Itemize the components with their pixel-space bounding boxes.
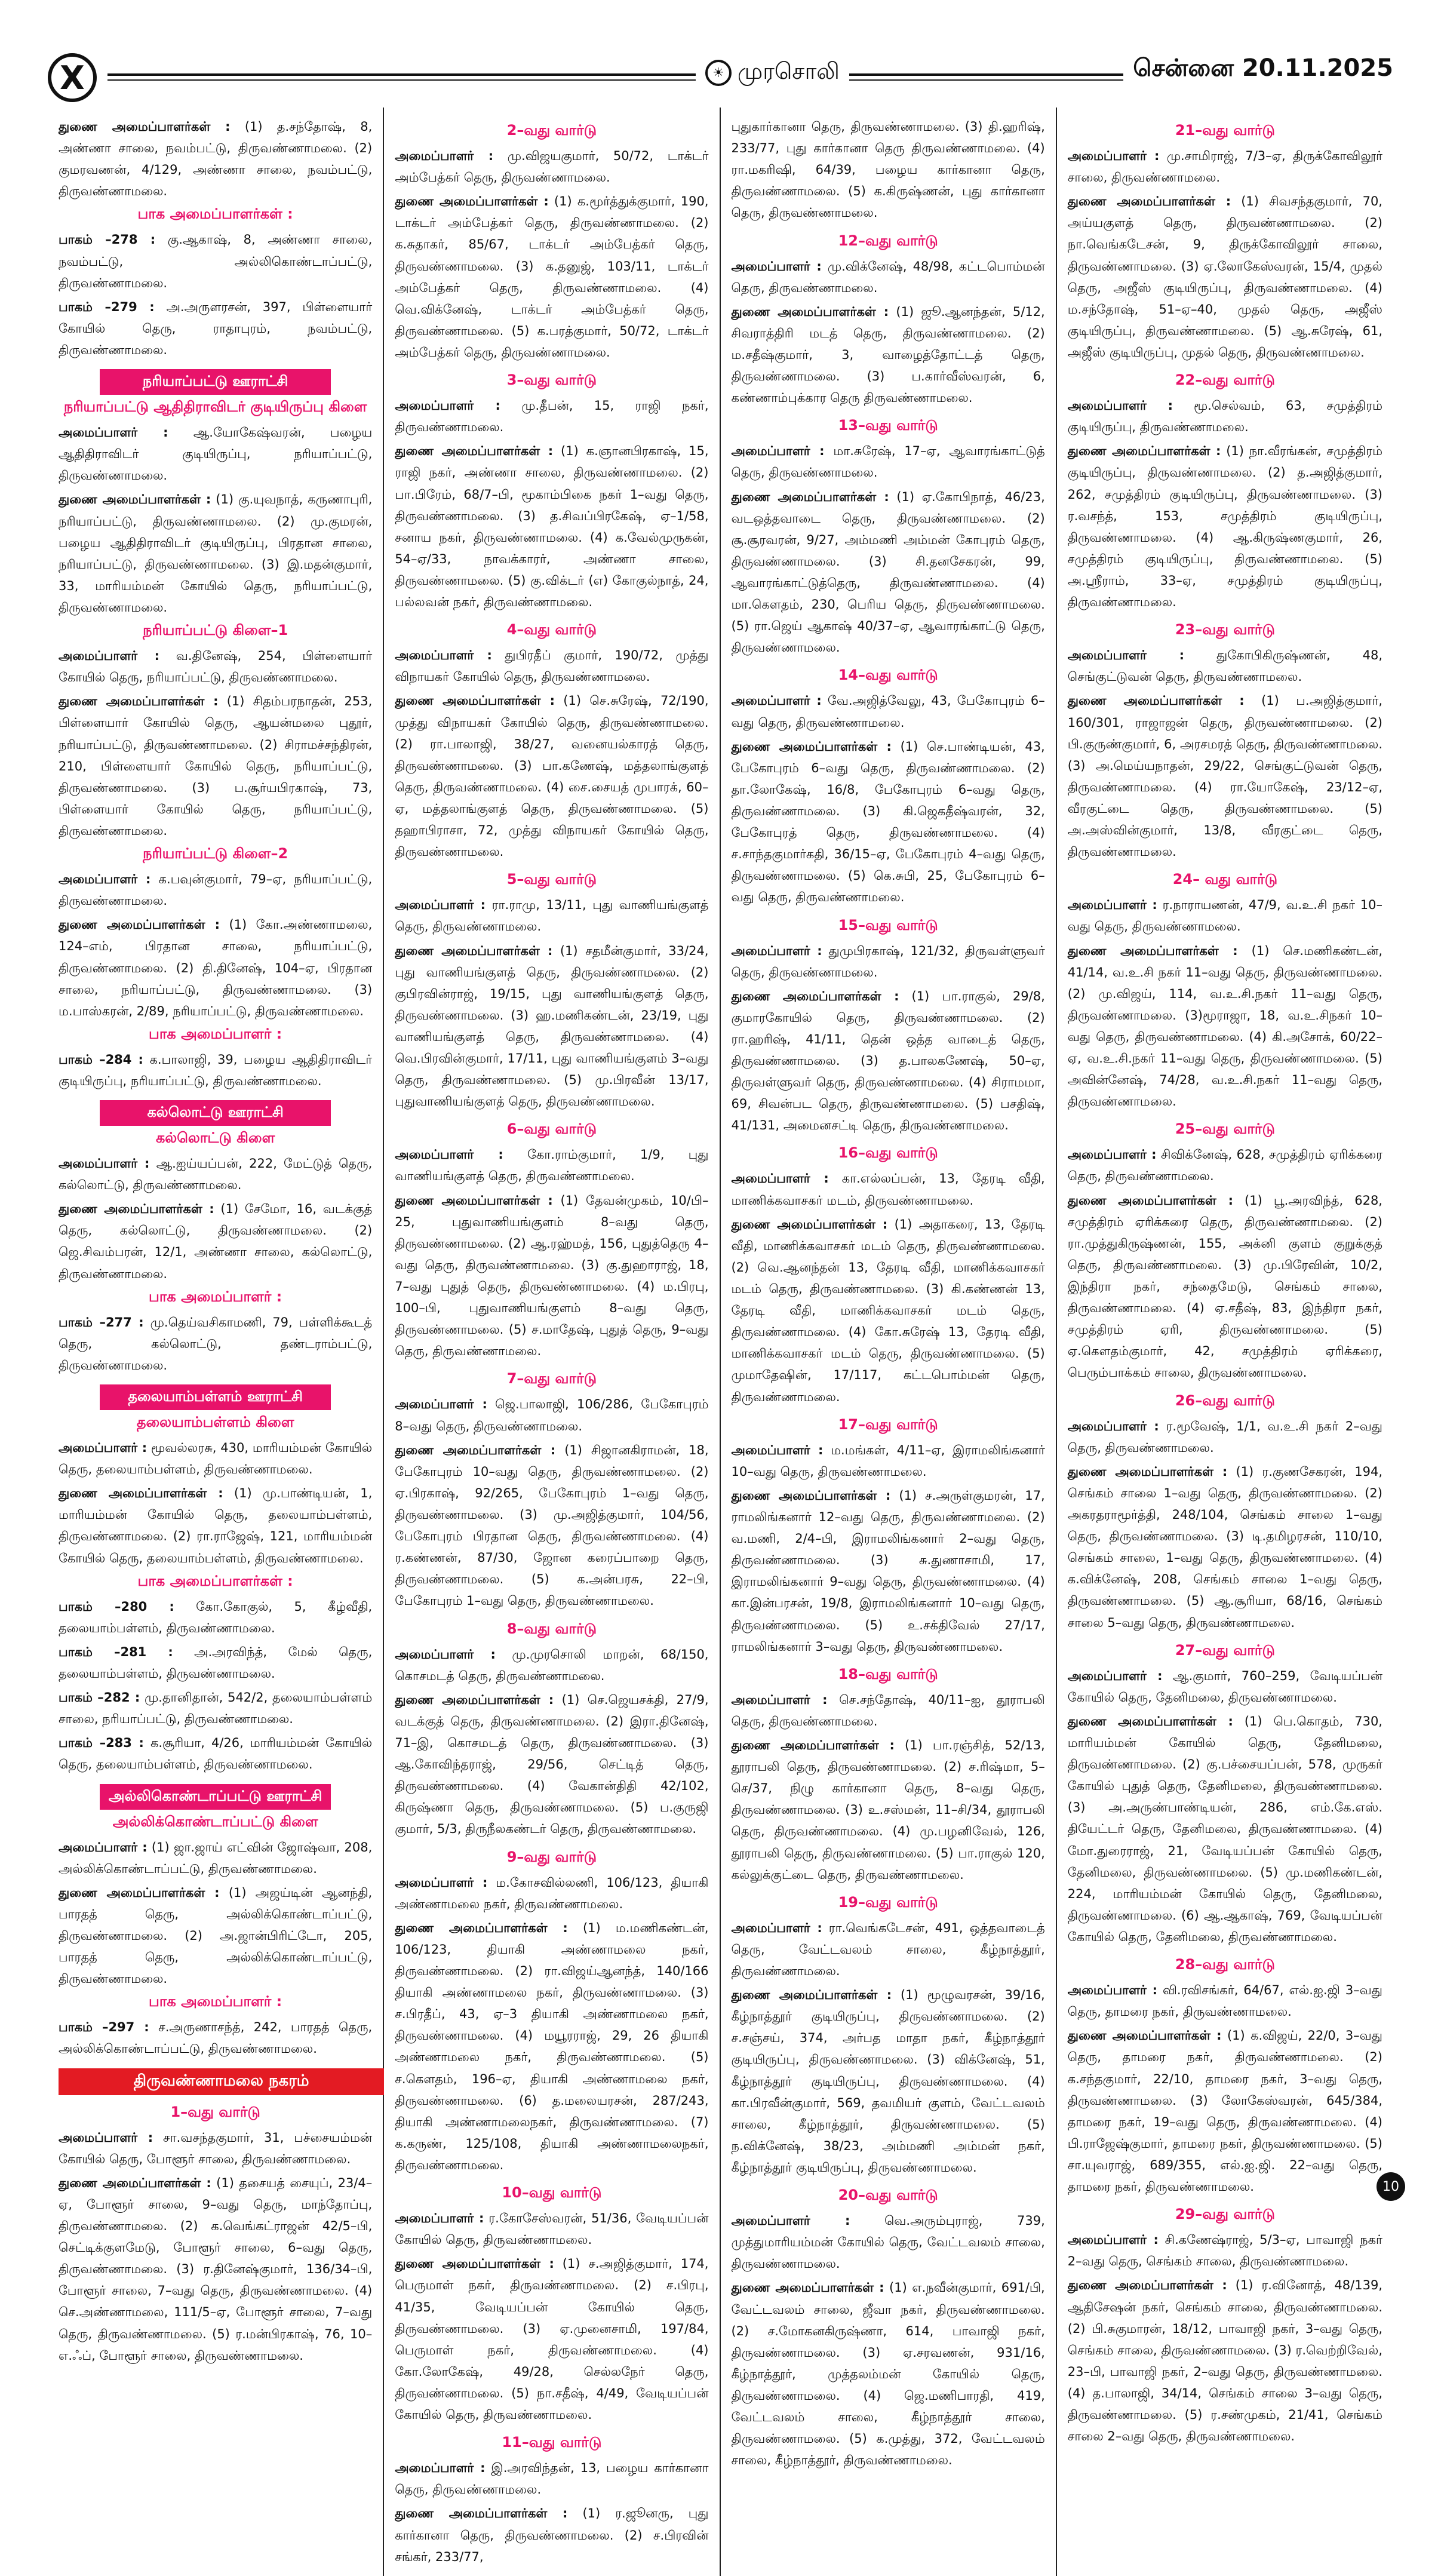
member-entry — [1068, 1461, 1382, 1634]
member-entry — [1068, 644, 1382, 687]
member-entry — [1068, 1979, 1382, 2022]
member-entry — [732, 440, 1045, 483]
entry-text: (1) ப.அஜித்குமார், 160/301, ராஜாஜன் தெரு, திருவண்ணாமலை. (2) பி.குருண்குமார், 6, அரசமரத் தெரு, திருவண்ணாமலை. (3) அ.மெய்யநாதன், 29/22, செங்குட்டுவன் தெரு, திருவண்ணாமலை. (4) ரா.யோகேஷ், 23/12–ஏ, வீரகுட்டை தெரு, திருவண்ணாமலை. (5) அ.அஸ்வின்குமார், 13/8, வீரகுட்டை தெரு, திருவண்ணாமலை. — [1067, 693, 1382, 859]
entry-text: மு.விக்னேஷ், 48/98, கட்டபொம்மன் தெரு, திருவண்ணாமலை. — [731, 259, 1045, 295]
entry-text: (1) செ.பாண்டியன், 43, பேகோபுரம் 6–வது தெரு, திருவண்ணாமலை. (2) தா.லோகேஷ், 16/8, பேகோபுரம் 6–வது தெரு, திருவண்ணாமலை. (3) கி.ஜெகதீஷ்வரன், 32, பேகோபுரத் தெரு, திருவண்ணாமலை. (4) ச.சாந்தகுமார்கதி, 36/15–ஏ, பேகோபுரம் 4–வது தெரு, திருவண்ணாமலை. (5) கெ.சுபி, 25, பேகோபுரம் 6–வது தெரு, திருவண்ணாமலை. — [731, 739, 1045, 905]
member-entry — [395, 1393, 708, 1436]
entry-label: துணை அமைப்பாளர்கள் : — [1067, 943, 1238, 958]
member-entry — [59, 2016, 372, 2059]
entry-text: (1) பூ.அரவிந்த், 628, சமுத்திரம் ஏரிக்கரை தெரு, திருவண்ணாமலை. (2) ரா.முத்துகிருஷ்ணன், 155, அக்னி குளம் குறுக்குத் தெரு, திருவண்ணாமலை. (3) மு.பிரேவின், 10/2, இந்திரா நகர், சந்தைமேடு, செங்கம் சாலை, திருவண்ணாமலை. (4) ஏ.சதீஷ், 83, இந்திரா நகர், சமுத்திரம் ஏரி, திருவண்ணாமலை. (5) ஏ.கௌதம்குமார், 42, சமுத்திரம் ஏரிக்கரை, பெரும்பாக்கம் சாலை, திருவண்ணாமலை. — [1067, 1193, 1382, 1380]
entry-text: (1) பா.ரஞ்சித், 52/13, தூராபலி தெரு, திருவண்ணாமலை. (2) ச.ரிஷ்மா, 5–செ/37, நிழு கார்கானா தெரு, 8–வது தெரு, திருவண்ணாமலை. (3) உ.சஸ்மன், 11–சி/34, தூராபலி தெரு, திருவண்ணாமலை. (4) மு.பழனிவேல், 126, தூராபலி தெரு, திருவண்ணாமலை. (5) பா.ராகுல் 120, கல்லுக்குட்டை தெரு, திருவண்ணாமலை. — [731, 1738, 1045, 1882]
ward-heading: 11–வது வார்டு — [502, 2434, 602, 2451]
section-subheading: பாக அமைப்பாளர் : — [149, 1288, 282, 1305]
member-entry — [59, 116, 372, 202]
entry-label: துணை அமைப்பாளர்கள் : — [731, 2280, 884, 2295]
entry-label: துணை அமைப்பாளர்கள் : — [59, 492, 211, 507]
panchayat-banner: அல்லிகொண்டாப்பட்டு ஊராட்சி — [100, 1784, 331, 1810]
entry-label: பாகம் –281 : — [59, 1644, 173, 1659]
ward-heading: 15–வது வார்டு — [838, 916, 938, 934]
entry-label: அமைப்பாளர் : — [1067, 149, 1160, 163]
entry-label: அமைப்பாளர் : — [59, 1441, 148, 1456]
column-4 — [1057, 108, 1393, 2576]
column-3 — [721, 108, 1057, 2576]
member-entry — [395, 940, 708, 1113]
member-entry — [59, 1153, 372, 1196]
entry-text: சிவிக்னேஷ், 628, சமுத்திரம் ஏரிக்கரை தெரு, திருவண்ணாமலை. — [1067, 1147, 1382, 1184]
section-subheading: பாக அமைப்பாளர்கள் : — [137, 205, 293, 223]
ward-heading: 6–வது வார்டு — [506, 1120, 597, 1138]
entry-label: அமைப்பாளர் : — [1067, 648, 1185, 663]
entry-label: அமைப்பாளர் : — [59, 649, 160, 664]
entry-label: துணை அமைப்பாளர்கள் : — [59, 2175, 211, 2190]
entry-label: துணை அமைப்பாளர்கள் : — [1067, 444, 1221, 459]
entry-label: துணை அமைப்பாளர்கள் : — [731, 304, 889, 319]
entry-label: அமைப்பாளர் : — [59, 1156, 150, 1171]
ward-heading: 22–வது வார்டு — [1175, 371, 1275, 389]
entry-label: துணை அமைப்பாளர்கள் : — [731, 739, 892, 754]
entry-text: (1) ர.வினோத், 48/139, ஆதிசேஷன் நகர், செங்கம் சாலை, திருவண்ணாமலை. (2) பி.சுகுமாரன், 18/12, பாவாஜி நகர், 3–வது தெரு, செங்கம் சாலை, திருவண்ணாமலை. (3) ர.வெற்றிவேல், 23–பி, பாவாஜி நகர், 2–வது தெரு, திருவண்ணாமலை. (4) த.பாலாஜி, 34/14, செங்கம் சாலை 3–வது தெரு, திருவண்ணாமலை. (5) ர.சண்முகம், 21/41, செங்கம் சாலை 2–வது தெரு, திருவண்ணாமலை. — [1067, 2278, 1382, 2444]
entry-text: வெ.அரும்புராஜ், 739, முத்துமாரியம்மன் கோயில் தெரு, வேட்டவலம் சாலை, திருவண்ணாமலை. — [731, 2213, 1045, 2271]
entry-label: துணை அமைப்பாளர்கள் : — [59, 1486, 223, 1501]
member-entry — [59, 489, 372, 618]
ward-heading: 19–வது வார்டு — [838, 1893, 938, 1911]
entry-text: வ.தினேஷ், 254, பிள்ளையார் கோயில் தெரு, நரியாப்பட்டு, திருவண்ணாமலை. — [59, 649, 373, 685]
entry-text: புதுகார்கானா தெரு, திருவண்ணாமலை. (3) தி.ஹரிஷ், 233/77, புது கார்கானா தெரு திருவண்ணாமலை. (4) ரா.மகரிஷி, 64/39, பழைய கார்கானா தெரு, திருவண்ணாமலை. (5) க.கிருஷ்ணன், புது கார்கானா தெரு, திருவண்ணாமலை. — [731, 119, 1045, 220]
entry-text: ஆ.குமார், 760–259, வேடியப்பன் கோயில் தெரு, தேனிமலை, திருவண்ணாமலை. — [1067, 1668, 1382, 1705]
entry-label: அமைப்பாளர் : — [1067, 898, 1157, 913]
entry-label: துணை அமைப்பாளர்கள் : — [1067, 1193, 1233, 1208]
member-entry — [59, 1837, 372, 1880]
entry-text: (1) அதாகரை, 13, தேரடி வீதி, மாணிக்கவாசகர் மடம் தெரு, திருவண்ணாமலை. (2) வெ.ஆனந்தன் 13, தேரடி வீதி, மாணிக்கவாசகர் மடம் தெரு, திருவண்ணாமலை. (3) கி.கண்ணன் 13, தேரடி வீதி, மாணிக்கவாசகர் மடம் தெரு, திருவண்ணாமலை. (4) கோ.சுரேஷ் 13, தேரடி வீதி, மாணிக்கவாசகர் மடம் தெரு, திருவண்ணாமலை. (5) முமாதேஷின், 17/117, கட்டபொம்மன் தெரு, திருவண்ணாமலை. — [731, 1217, 1045, 1404]
entry-label: அமைப்பாளர் : — [1067, 398, 1173, 413]
entry-text: மு.சாமிராஜ், 7/3–ஏ, திருக்கோவிலூர் சாலை, திருவண்ணாமலை. — [1067, 149, 1382, 185]
ward-heading: 23–வது வார்டு — [1175, 621, 1275, 638]
ward-heading: 17–வது வார்டு — [838, 1416, 938, 1433]
page-number: 10 — [1377, 2172, 1405, 2201]
entry-text: (1) கு.யுவநாத், கருணாபுரி, நரியாப்பட்டு, திருவண்ணாமலை. (2) மு.குமரன், பழைய ஆதிதிராவிடர் குடியிருப்பு, பிரதான சாலை, நரியாப்பட்டு, திருவண்ணாமலை. (3) இ.மதன்குமார், 33, மாரியம்மன் கோயில் தெரு, நரியாப்பட்டு, திருவண்ணாமலை. — [59, 492, 373, 615]
entry-label: துணை அமைப்பாளர்கள் : — [731, 1988, 892, 2003]
entry-text: (1) செ.சுரேஷ், 72/190, முத்து விநாயகர் கோயில் தெரு, திருவண்ணாமலை. (2) ரா.பாலாஜி, 38/27, வனையல்காரத் தெரு, திருவண்ணாமலை. (3) பா.கணேஷ், மத்தலாங்குளத் தெரு, திருவண்ணாமலை. (4) சை.சையத் முபாரக், 60–ஏ, மத்தலாங்குளத் தெரு, திருவண்ணாமலை. (5) தஹாபிராசா, 72, முத்து விநாயகர் கோயில் தெரு, திருவண்ணாமலை. — [395, 693, 709, 859]
section-subheading: பாக அமைப்பாளர்கள் : — [137, 1572, 293, 1589]
member-entry — [395, 1689, 708, 1840]
entry-text: ரா.ராமு, 13/11, புது வாணியங்குளத் தெரு, திருவண்ணாமலை. — [395, 898, 709, 934]
entry-label: அமைப்பாளர் : — [731, 943, 822, 958]
entry-text: (1) ஜா.ஜாய் எட்வின் ஜோஷ்வா, 208, அல்லிக்கொண்டாப்பட்டு, திருவண்ணாமலை. — [59, 1840, 373, 1876]
entry-text: கு.ஆகாஷ், 8, அண்ணா சாலை, நவம்பட்டு, அல்லிகொண்டாப்பட்டு, திருவண்ணாமலை. — [59, 232, 373, 290]
member-entry — [1068, 191, 1382, 363]
entry-label: துணை அமைப்பாளர்கள் : — [395, 1193, 553, 1208]
entry-label: துணை அமைப்பாளர்கள் : — [395, 194, 549, 209]
member-entry — [732, 736, 1045, 908]
entry-text: ர.நாராயணன், 47/9, வ.உ.சி நகர் 10–வது தெரு, திருவண்ணாமலை. — [1067, 898, 1383, 934]
entry-text: (1) சதமீன்குமார், 33/24, புது வாணியங்குளத் தெரு, திருவண்ணாமலை. (2) குபிரவின்ராஜ், 19/15, புது வாணியங்குளத் தெரு, திருவண்ணாமலை. (3) ஹ.மணிகண்டன், 23/19, புது வாணியங்குளத் தெரு, திருவண்ணாமலை. (4) வெ.பிரவின்குமார், 17/11, புது வாணியங்குளம் 3–வது தெரு, திருவண்ணாமலை. (5) மு.பிரவீன் 13/17, புதுவாணியங்குளத் தெரு, திருவண்ணாமலை. — [395, 943, 709, 1109]
entry-label: துணை அமைப்பாளர்கள் : — [395, 1920, 568, 1935]
entry-text: துகோபிகிருஷ்ணன், 48, செங்குட்டுவன் தெரு, திருவண்ணாமலை. — [1067, 648, 1382, 684]
entry-text: மா.சுரேஷ், 17–ஏ, ஆவாரங்காட்டுத் தெரு, திருவண்ணாமலை. — [731, 444, 1045, 480]
member-entry — [395, 145, 708, 188]
member-entry — [59, 296, 372, 361]
entry-text: (1) நா.வீரங்கன், சமுத்திரம் குடியிருப்பு, திருவண்ணாமலை. (2) த.அஜித்குமார், 262, சமுத்திரம் குடியிருப்பு, திருவண்ணாமலை. (3) ர.வசந்த், 153, சமுத்திரம் குடியிருப்பு, திருவண்ணாமலை. (4) ஆ.கிருஷ்ணகுமார், 26, சமுத்திரம் குடியிருப்பு, திருவண்ணாமலை. (5) அ.ஸ்ரீராம், 33–ஏ, சமுத்திரம் குடியிருப்பு, திருவண்ணாமலை. — [1067, 444, 1382, 610]
entry-label: துணை அமைப்பாளர்கள் : — [1067, 2028, 1222, 2043]
member-entry — [59, 2127, 372, 2170]
entry-text: இ.அரவிந்தன், 13, பழைய கார்கானா தெரு, திருவண்ணாமலை. — [395, 2461, 709, 2497]
entry-label: பாகம் –280 : — [59, 1599, 174, 1614]
member-entry — [59, 1482, 372, 1568]
entry-text: (1) ம.மணிகண்டன், 106/123, தியாகி அண்ணாமலை நகர், திருவண்ணாமலை. (2) ரா.விஜய்ஆனந்த், 140/166 தியாகி அண்ணாமலை நகர், திருவண்ணாமலை. (3) ச.பிரதீப், 43, ஏ–3 தியாகி அண்ணாமலை நகர், திருவண்ணாமலை. (4) மயூரராஜ், 29, 26 தியாகி அண்ணாமலை நகர், திருவண்ணாமலை. (5) ச.கௌதம், 196–ஏ, தியாகி அண்ணாமலை நகர், திருவண்ணாமலை. (6) த.மலையரசன், 287/243, தியாகி அண்ணாமலைநகர், திருவண்ணாமலை. (7) க.கருண், 125/108, தியாகி அண்ணாமலைநகர், திருவண்ணாமலை. — [395, 1920, 709, 2172]
member-entry — [59, 1882, 372, 1990]
entry-label: பாகம் –278 : — [59, 232, 156, 247]
entry-label: பாகம் –282 : — [59, 1690, 140, 1705]
column-2 — [384, 108, 720, 2576]
entry-text: (1) மு.பாண்டியன், 1, மாரியம்மன் கோயில் தெரு, தலையாம்பள்ளம், திருவண்ணாமலை. (2) ரா.ராஜேஷ், 121, மாரியம்மன் கோயில் தெரு, தலையாம்பள்ளம், திருவண்ணாமலை. — [59, 1486, 373, 1565]
entry-text: (1) தேவன்முகம், 10/பி–25, புதுவாணியங்குளம் 8–வது தெரு, திருவண்ணாமலை. (2) ஆ.ரஹ்மத், 156, புதுத்தெரு 4–வது தெரு, திருவண்ணாமலை. (3) கு.துஹாராஜ், 18, 7–வது புதுத் தெரு, திருவண்ணாமலை. (4) ம.பிரபு, 100–பி, புதுவாணியங்குளம் 8–வது தெரு, திருவண்ணாமலை. (5) ச.மாதேஷ், புதுத் தெரு, 9–வது தெரு, திருவண்ணாமலை. — [395, 1193, 709, 1359]
entry-label: துணை அமைப்பாளர்கள் : — [59, 917, 220, 932]
entry-text: ர.மூவேஷ், 1/1, வ.உ.சி நகர் 2–வது தெரு, திருவண்ணாமலை. — [1067, 1419, 1382, 1455]
entry-label: துணை அமைப்பாளர்கள் : — [59, 1202, 214, 1217]
entry-text: (1) கோ.அண்ணாமலை, 124–எம், பிரதான சாலை, நரியாப்பட்டு, திருவண்ணாமலை. (2) தி.தினேஷ், 104–ஏ, பிரதான சாலை, நரியாப்பட்டு, திருவண்ணாமலை. (3) ம.பாஸ்கரன், 2/89, நரியாப்பட்டு, திருவண்ணாமலை. — [59, 917, 373, 1018]
entry-text: சி.கணேஷ்ராஜ், 5/3–ஏ, பாவாஜி நகர் 2–வது தெரு, செங்கம் சாலை, திருவண்ணாமலை. — [1067, 2233, 1383, 2269]
member-entry — [732, 116, 1045, 224]
member-entry — [59, 645, 372, 688]
member-entry — [1068, 1665, 1382, 1708]
entry-label: அமைப்பாளர் : — [1067, 2233, 1159, 2248]
member-entry — [395, 1644, 708, 1687]
entry-text: மு.விஜயகுமார், 50/72, டாக்டர் அம்பேத்கர் தெரு, திருவண்ணாமலை. — [395, 149, 709, 185]
entry-label: துணை அமைப்பாளர்கள் : — [395, 693, 555, 708]
entry-text: (1) சேமோ, 16, வடக்குத் தெரு, கல்லொட்டு, திருவண்ணாமலை. (2) ஜெ.சிவம்பரன், 12/1, அண்ணா சாலை, கல்லொட்டு, திருவண்ணாமலை. — [59, 1202, 373, 1281]
entry-text: கோ.ராம்குமார், 1/9, புது வாணியங்குளத் தெரு, திருவண்ணாமலை. — [395, 1147, 709, 1184]
sun-emblem-icon: ☀ — [705, 60, 732, 86]
ward-heading: 21–வது வார்டு — [1175, 122, 1275, 139]
entry-label: அமைப்பாளர் : — [395, 2211, 484, 2226]
entry-text: (1) ச.அருள்குமரன், 17, ராமலிங்கனார் 12–வது தெரு, திருவண்ணாமலை. (2) வ.மணி, 2/4–பி, இராமலிங்கனார் 2–வது தெரு, திருவண்ணாமலை. (3) சு.துணாசாமி, 17, இராமலிங்கனார் 9–வது தெரு, திருவண்ணாமலை. (4) கா.இன்பரசன், 19/8, இராமலிங்கனார் 10–வது தெரு, திருவண்ணாமலை. (5) உ.சக்திவேல் 27/17, ராமலிங்கனார் 3–வது தெரு, திருவண்ணாமலை. — [731, 1488, 1045, 1654]
member-entry — [395, 1917, 708, 2176]
entry-text: சா.வசந்தகுமார், 31, பச்சையம்மன் கோயில் தெரு, போளூர் சாலை, திருவண்ணாமலை. — [59, 2130, 373, 2166]
entry-text: மூவல்லரசு, 430, மாரியம்மன் கோயில் தெரு, தலையாம்பள்ளம், திருவண்ணாமலை. — [59, 1441, 373, 1477]
entry-label: அமைப்பாளர் : — [731, 1920, 822, 1935]
entry-text: மு.தெய்வசிகாமணி, 79, பள்ளிக்கூடத் தெரு, கல்லொட்டு, தண்டராம்பட்டு, திருவண்ணாமலை. — [59, 1315, 373, 1373]
entry-text: (1) செ.மணிகண்டன், 41/14, வ.உ.சி நகர் 11–வது தெரு, திருவண்ணாமலை. (2) மு.விஜய், 114, வ.உ.சி.நகர் 11–வது தெரு, திருவண்ணாமலை. (3)மூராஜா, 18, வ.உ.சிநகர் 10–வது தெரு, திருவண்ணாமலை. (4) கி.அசோக், 60/22–ஏ, வ.உ.சி.நகர் 11–வது தெரு, திருவண்ணாமலை. (5) அவின்னேஷ், 74/28, வ.உ.சி.நகர் 11–வது தெரு, திருவண்ணாமலை. — [1067, 943, 1382, 1109]
entry-text: துமுபிரகாஷ், 121/32, திருவள்ளுவர் தெரு, திருவண்ணாமலை. — [731, 943, 1045, 980]
entry-label: அமைப்பாளர் : — [395, 898, 486, 913]
ward-heading: 12–வது வார்டு — [838, 232, 938, 249]
entry-text: மு.முரசொலி மாறன், 68/150, கொசமடத் தெரு, திருவண்ணாமலை. — [395, 1647, 709, 1683]
entry-text: துபிரதீப் குமார், 190/72, முத்து விநாயகர் கோயில் தெரு, திருவண்ணாமலை. — [395, 648, 709, 684]
entry-label: அமைப்பாளர் : — [59, 425, 168, 440]
entry-label: துணை அமைப்பாளர்கள் : — [731, 1488, 891, 1503]
ward-heading: 3–வது வார்டு — [506, 371, 597, 389]
member-entry — [395, 2253, 708, 2425]
member-entry — [1068, 440, 1382, 613]
member-entry — [395, 191, 708, 363]
panchayat-banner: திருவண்ணாமலை நகரம் — [59, 2068, 384, 2095]
ward-heading: 13–வது வார்டு — [838, 417, 938, 434]
entry-text: (1) அஜய்டின் ஆனந்தி, பாரதத் தெரு, அல்லிக்கொண்டாப்பட்டு, திருவண்ணாமலை. (2) அ.ஜான்பிரிட்டோ, 205, பாரதத் தெரு, அல்லிக்கொண்டாப்பட்டு, திருவண்ணாமலை. — [59, 1885, 373, 1987]
member-entry — [59, 1641, 372, 1684]
member-entry — [395, 395, 708, 438]
ward-heading: 14–வது வார்டு — [838, 667, 938, 684]
entry-text: அ.அரவிந்த், மேல் தெரு, தலையாம்பள்ளம், திருவண்ணாமலை. — [59, 1644, 373, 1681]
entry-text: (1) த.சந்தோஷ், 8, அண்ணா சாலை, நவம்பட்டு, திருவண்ணாமலை. (2) குமரவணன், 4/129, அண்ணா சாலை, நவம்பட்டு, திருவண்ணாமலை. — [59, 119, 373, 199]
entry-text: மு.தானிதான், 542/2, தலையாம்பள்ளம் சாலை, நரியாப்பட்டு, திருவண்ணாமலை. — [59, 1690, 373, 1727]
member-entry — [59, 1687, 372, 1730]
ward-heading: 27–வது வார்டு — [1175, 1641, 1275, 1659]
member-entry — [732, 301, 1045, 409]
panchayat-banner: தலையாம்பள்ளம் ஊராட்சி — [100, 1384, 331, 1410]
member-entry — [59, 2172, 372, 2366]
entry-text: (1) க.ஞானபிரகாஷ், 15, ராஜி நகர், அண்ணா சாலை, திருவண்ணாமலை. (2) பா.பிரேம், 68/7–பி, மூகாம்பிகை நகர் 1–வது தெரு, திருவண்ணாமலை. (3) த.சிவப்பிரகேஷ், ஏ–1/58, சனாய நகர், திருவண்ணாமலை. (4) க.வேல்முருகன், 54–ஏ/33, நாவக்காரர், அண்ணா சாலை, திருவண்ணாமலை. (5) கு.விக்டர் (எ) கோகுல்நாத், 24, பல்லவன் நகர், திருவண்ணாமலை. — [395, 444, 709, 610]
entry-label: துணை அமைப்பாளர்கள் : — [395, 444, 554, 459]
entry-label: துணை அமைப்பாளர்கள் : — [731, 489, 889, 504]
entry-label: துணை அமைப்பாளர்கள் : — [59, 1885, 220, 1900]
member-entry — [59, 422, 372, 486]
paper-brand — [696, 58, 849, 88]
entry-label: துணை அமைப்பாளர்கள் : — [1067, 2278, 1227, 2293]
ward-heading: 18–வது வார்டு — [838, 1665, 938, 1682]
entry-text: (1) பா.ராகுல், 29/8, குமாரகோயில் தெரு, திருவண்ணாமலை. (2) ரா.ஹரிஷ், 41/11, தென் ஒத்த வாடைத் தெரு, திருவண்ணாமலை. (3) த.பாலகணேஷ், 50–ஏ, திருவள்ளுவர் தெரு, திருவண்ணாமலை. (4) சிராமமா, 69, சிவன்பட தெரு, திருவண்ணாமலை. (5) பசதிஷ், 41/131, அமைனசட்டி தெரு, திருவண்ணாமலை. — [731, 988, 1045, 1133]
member-entry — [59, 1198, 372, 1284]
member-entry — [395, 644, 708, 687]
member-entry — [732, 256, 1045, 299]
entry-text: மு.தீபன், 15, ராஜி நகர், திருவண்ணாமலை. — [395, 398, 709, 435]
section-subheading: நரியாப்பட்டு ஆதிதிராவிடர் குடியிருப்பு கிளை — [63, 398, 367, 416]
member-entry — [395, 2503, 708, 2567]
entry-label: அமைப்பாளர் : — [395, 648, 492, 663]
entry-label: துணை அமைப்பாளர்கள் : — [731, 1217, 888, 1232]
entry-label: அமைப்பாளர் : — [731, 259, 822, 274]
entry-label: அமைப்பாளர் : — [731, 1692, 828, 1707]
entry-label: பாகம் –279 : — [59, 299, 155, 314]
entry-text: மூ.செல்வம், 63, சமுத்திரம் குடியிருப்பு, திருவண்ணாமலை. — [1067, 398, 1382, 435]
member-entry — [732, 2277, 1045, 2471]
entry-label: துணை அமைப்பாளர்கள் : — [731, 1738, 895, 1752]
ward-heading: 9–வது வார்டு — [506, 1848, 597, 1865]
entry-label: அமைப்பாளர் : — [395, 2461, 486, 2476]
x-logo-icon: X — [48, 53, 97, 102]
member-entry — [59, 690, 372, 842]
entry-label: துணை அமைப்பாளர்கள் : — [1067, 194, 1231, 209]
entry-text: ஜெ.பாலாஜி, 106/286, பேகோபுரம் 8–வது தெரு, திருவண்ணாமலை. — [395, 1397, 709, 1433]
entry-label: துணை அமைப்பாளர்கள் : — [59, 694, 219, 709]
entry-label: அமைப்பாளர் : — [395, 1647, 496, 1662]
member-entry — [732, 985, 1045, 1137]
ward-heading: 26–வது வார்டு — [1175, 1392, 1275, 1409]
entry-text: (1) எ.நவீன்குமார், 691/பி, வேட்டவலம் சாலை, ஜீவா நகர், திருவண்ணாமலை. (2) ச.மோகனகிருஷ்ணா, 614, பாவாஜி நகர், திருவண்ணாமலை. (3) ஏ.சரவணன், 931/16, கீழ்நாத்தூர், முத்தலம்மன் கோயில் தெரு, திருவண்ணாமலை. (4) ஜெ.மணிபாரதி, 419, வேட்டவலம் சாலை, கீழ்நாத்தூர் சாலை, திருவண்ணாமலை. (5) க.முத்து, 372, வேட்டவலம் சாலை, கீழ்நாத்தூர், திருவண்ணாமலை. — [731, 2280, 1045, 2468]
entry-text: வி.ரவிசங்கர், 64/67, எல்.ஐ.ஜி 3–வது தெரு, தாமரை நகர், திருவண்ணாமலை. — [1067, 1983, 1382, 2019]
entry-text: செ.சந்தோஷ், 40/11–ஐ, தூராபலி தெரு, திருவண்ணாமலை. — [731, 1692, 1045, 1728]
member-entry — [59, 229, 372, 293]
member-entry — [59, 1732, 372, 1775]
entry-text: வே.அஜித்வேலு, 43, பேகோபுரம் 6–வது தெரு, திருவண்ணாமலை. — [731, 693, 1045, 730]
entry-text: க.பாலாஜி, 39, பழைய ஆதிதிராவிடர் குடியிருப்பு, நரியாப்பட்டு, திருவண்ணாமலை. — [59, 1052, 373, 1088]
entry-text: ம.மங்கள், 4/11–ஏ, இராமலிங்கனார் 10–வது தெரு, திருவண்ணாமலை. — [731, 1442, 1045, 1479]
entry-label: துணை அமைப்பாளர்கள் : — [395, 943, 553, 958]
date-line: சென்னை 20.11.2025 — [1123, 54, 1393, 85]
member-entry — [395, 690, 708, 862]
entry-label: துணை அமைப்பாளர்கள் : — [1067, 1464, 1228, 1479]
entry-label: துணை அமைப்பாளர்கள் : — [395, 2506, 568, 2521]
entry-label: அமைப்பாளர் : — [1067, 1983, 1157, 1998]
member-entry — [1068, 1144, 1382, 1187]
entry-text: (1) ர.ஜூனரு, புது கார்கானா தெரு, திருவண்ணாமலை. (2) ச.பிரவின் சங்கர், 233/77, — [395, 2506, 709, 2564]
entry-label: அமைப்பாளர் : — [395, 149, 494, 163]
member-entry — [395, 440, 708, 613]
member-entry — [1068, 690, 1382, 862]
entry-text: ச.அருணாசந்த், 242, பாரதத் தெரு, அல்லிக்கொண்டாப்பட்டு, திருவண்ணாமலை. — [59, 2020, 373, 2056]
member-entry — [732, 1984, 1045, 2178]
member-entry — [1068, 145, 1382, 188]
entry-label: அமைப்பாளர் : — [731, 1442, 824, 1457]
member-entry — [732, 1439, 1045, 1482]
entry-label: அமைப்பாளர் : — [395, 1875, 488, 1890]
entry-label: அமைப்பாளர் : — [731, 444, 825, 459]
entry-text: க.பவுன்குமார், 79–ஏ, நரியாப்பட்டு, திருவண்ணாமலை. — [59, 872, 373, 908]
member-entry — [1068, 1416, 1382, 1459]
member-entry — [732, 1734, 1045, 1886]
member-entry — [59, 914, 372, 1022]
entry-text: (1) ர.குணசேகரன், 194, செங்கம் சாலை 1–வது தெரு, திருவண்ணாமலை. (2) அகரதராமூர்த்தி, 248/104, செங்கம் சாலை 1–வது தெரு, திருவண்ணாமலை. (3) டி.தமிழரசன், 110/10, செங்கம் சாலை, 1–வது தெரு, திருவண்ணாமலை. (4) க.விக்னேஷ், 208, செங்கம் சாலை 1–வது தெரு, திருவண்ணாமலை. (5) ஆ.சூரியா, 68/16, செங்கம் சாலை 5–வது தெரு, திருவண்ணாமலை. — [1067, 1464, 1382, 1630]
entry-label: துணை அமைப்பாளர்கள் : — [395, 1442, 556, 1457]
entry-text: கா.எல்லப்பன், 13, தேரடி வீதி, மாணிக்கவாசகர் மடம், திருவண்ணாமலை. — [731, 1171, 1045, 1208]
member-entry — [732, 1214, 1045, 1408]
entry-text: ர.கோசேஸ்வரன், 51/36, வேடியப்பன் கோயில் தெரு, திருவண்ணாமலை. — [395, 2211, 709, 2248]
entry-label: அமைப்பாளர் : — [395, 1147, 503, 1162]
entry-text: அ.அருளரசன், 397, பிள்ளையார் கோயில் தெரு, ராதாபுரம், நவம்பட்டு, திருவண்ணாமலை. — [59, 299, 373, 357]
section-subheading: பாக அமைப்பாளர் : — [149, 1025, 282, 1042]
member-entry — [732, 690, 1045, 733]
member-entry — [1068, 395, 1382, 438]
member-entry — [59, 1312, 372, 1376]
member-entry — [1068, 2025, 1382, 2197]
entry-text: (1) பெ.கொதம், 730, மாரியம்மன் கோயில் தெரு, தேனிமலை, திருவண்ணாமலை. (2) கு.பச்சையப்பன், 578, முருகர் கோயில் புதுத் தெரு, தேனிமலை, திருவண்ணாமலை. (3) அ.அருண்பாண்டியன், 286, எம்.கே.எஸ். தியேட்டர் தெரு, தேனிமலை, திருவண்ணாமலை. (4) மோ.துரைராஜ், 21, வேடியப்பன் கோயில் தெரு, தேனிமலை, திருவண்ணாமலை. (5) மு.மணிகண்டன், 224, மாரியம்மன் கோயில் தெரு, தேனிமலை, திருவண்ணாமலை. (6) ஆ.ஆகாஷ், 769, வேடியப்பன் கோயில் தெரு, தேனிமலை, திருவண்ணாமலை. — [1067, 1714, 1382, 1944]
entry-label: துணை அமைப்பாளர்கள் : — [395, 2256, 554, 2271]
member-entry — [395, 1144, 708, 1187]
entry-text: (1) சிவசந்தகுமார், 70, அய்யகுளத் தெரு, திருவண்ணாமலை. (2) நா.வெங்கடேசன், 9, திருக்கோவிலூர் சாலை, திருவண்ணாமலை. (3) ஏ.லோகேஸ்வரன், 15/4, முதல் தெரு, அஜீஸ் குடியிருப்பு, திருவண்ணாமலை. (4) ம.சந்தோஷ், 51–ஏ–40, முதல் தெரு, அஜீஸ் குடியிருப்பு, திருவண்ணாமலை. (5) ஆ.சுரேஷ், 61, அஜீஸ் குடியிருப்பு, முதல் தெரு, திருவண்ணாமலை. — [1067, 194, 1382, 360]
entry-label: பாகம் –283 : — [59, 1736, 144, 1751]
entry-text: ரா.வெங்கடேசன், 491, ஒத்தவாடைத் தெரு, வேட்டவலம் சாலை, கீழ்நாத்தூர், திருவண்ணாமலை. — [731, 1920, 1045, 1978]
entry-label: அமைப்பாளர் : — [1067, 1419, 1159, 1433]
entry-text: க.சூரியா, 4/26, மாரியம்மன் கோயில் தெரு, தலையாம்பள்ளம், திருவண்ணாமலை. — [59, 1736, 373, 1772]
entry-label: அமைப்பாளர் : — [731, 1171, 829, 1186]
paper-name: முரசொலி — [738, 58, 840, 84]
member-entry — [1068, 940, 1382, 1113]
member-entry — [59, 1437, 372, 1480]
member-entry — [395, 1190, 708, 1362]
member-entry — [395, 2457, 708, 2500]
column-1 — [48, 108, 384, 2576]
ward-heading: 16–வது வார்டு — [838, 1144, 938, 1162]
member-entry — [1068, 1711, 1382, 1948]
entry-text: ஆ.யோகேஷ்வரன், பழைய ஆதிதிராவிடர் குடியிருப்பு, நரியாப்பட்டு, திருவண்ணாமலை. — [59, 425, 373, 483]
masthead — [48, 51, 1393, 108]
entry-text: (1) ச.அஜித்குமார், 174, பெருமாள் நகர், திருவண்ணாமலை. (2) ச.பிரபு, 41/35, வேடியப்பன் கோயில் தெரு, திருவண்ணாமலை. (3) ஏ.முனைசாமி, 197/84, பெருமாள் நகர், திருவண்ணாமலை. (4) கோ.லோகேஷ், 49/28, செல்லநேர் தெரு, திருவண்ணாமலை. (5) நா.சதீஷ், 4/49, வேடியப்பன் கோயில் தெரு, திருவண்ணாமலை. — [395, 2256, 709, 2423]
entry-label: அமைப்பாளர் : — [59, 1840, 148, 1855]
member-entry — [395, 1872, 708, 1915]
section-subheading: நரியாப்பட்டு கிளை–1 — [143, 622, 288, 639]
ward-heading: 20–வது வார்டு — [838, 2187, 938, 2204]
entry-text: (1) க.மூர்த்துக்குமார், 190, டாக்டர் அம்பேத்கர் தெரு, திருவண்ணாமலை. (2) க.சுதாகர், 85/67, டாக்டர் அம்பேத்கர் தெரு, திருவண்ணாமலை. (3) க.தனுஜ், 103/11, டாக்டர் அம்பேத்கர் தெரு, திருவண்ணாமலை. (4) வெ.விக்னேஷ், டாக்டர் அம்பேத்கர் தெரு, திருவண்ணாமலை. (5) க.பரத்குமார், 50/72, டாக்டர் அம்பேத்கர் தெரு, திருவண்ணாமலை. — [395, 194, 709, 360]
entry-label: அமைப்பாளர் : — [395, 398, 500, 413]
entry-text: (1) ஜூ.ஆனந்தன், 5/12, சிவராத்திரி மடத் தெரு, திருவண்ணாமலை. (2) ம.சதீஷ்குமார், 3, வாழைத்தோட்டத் தெரு, திருவண்ணாமலை. (3) ப.கார்வீஸ்வரன், 6, கண்ணாம்புக்கார தெரு திருவண்ணாமலை. — [731, 304, 1045, 406]
ward-heading: 28–வது வார்டு — [1175, 1956, 1275, 1973]
entry-text: ம.கோசவில்லணி, 106/123, தியாகி அண்ணாமலை நகர், திருவண்ணாமலை. — [395, 1875, 709, 1911]
entry-text: ஆ.ஐய்யப்பன், 222, மேட்டுத் தெரு, கல்லொட்டு, திருவண்ணாமலை. — [59, 1156, 373, 1193]
entry-label: துணை அமைப்பாளர்கள் : — [395, 1692, 554, 1707]
entry-text: (1) க.விஜய், 22/0, 3–வது தெரு, தாமரை நகர், திருவண்ணாமலை. (2) க.சந்தகுமார், 22/10, தாமரை நகர், 3–வது தெரு, திருவண்ணாமலை. (3) லோகேஸ்வரன், 645/384, தாமரை நகர், 19–வது தெரு, திருவண்ணாமலை. (4) பி.ராஜேஷ்குமார், தாமரை நகர், திருவண்ணாமலை. (5) சா.யுவராஜ், 689/355, எல்.ஐ.ஜி. 22–வது தெரு, தாமரை நகர், திருவண்ணாமலை. — [1067, 2028, 1382, 2194]
entry-text: கோ.கோகுல், 5, கீழ்வீதி, தலையாம்பள்ளம், திருவண்ணாமலை. — [59, 1599, 373, 1635]
entry-label: பாகம் –277 : — [59, 1315, 144, 1330]
member-entry — [732, 1168, 1045, 1211]
ward-heading: 24– வது வார்டு — [1172, 871, 1278, 888]
section-subheading: பாக அமைப்பாளர் : — [149, 1993, 282, 2010]
ward-heading: 5–வது வார்டு — [506, 871, 597, 888]
entry-label: துணை அமைப்பாளர்கள் : — [59, 119, 231, 134]
ward-heading: 25–வது வார்டு — [1175, 1120, 1275, 1138]
member-entry — [732, 1689, 1045, 1732]
member-entry — [395, 2207, 708, 2250]
panchayat-banner: நரியாப்பட்டு ஊராட்சி — [100, 369, 331, 395]
entry-label: துணை அமைப்பாளர்கள் : — [1067, 1714, 1233, 1728]
entry-text: (1) தசையத் சையுப், 23/4–ஏ, போளூர் சாலை, 9–வது தெரு, மாந்தோப்பு, திருவண்ணாமலை. (2) க.வெங்கட்ராஜன் 42/5–பி, செட்டிக்குளமேடு, போளூர் சாலை, 6–வது தெரு, திருவண்ணாமலை. (3) ர.தினேஷ்குமார், 136/34–பி, போளூர் சாலை, 7–வது தெரு, திருவண்ணாமலை. (4) செ.அண்ணாமலை, 111/5–ஏ, போளூர் சாலை, 7–வது தெரு, திருவண்ணாமலை. (5) ர.மன்பிரகாஷ், 76, 10–எ.ஃப், போளூர் சாலை, திருவண்ணாமலை. — [59, 2175, 373, 2363]
member-entry — [59, 1596, 372, 1639]
entry-text: (1) மூழுவரசன், 39/16, கீழ்நாத்தூர் குடியிருப்பு, திருவண்ணாமலை. (2) ச.சஞ்சய், 374, அர்பத மாதா நகர், கீழ்நாத்தூர் குடியிருப்பு, திருவண்ணாமலை. (3) விக்னேஷ், 51, கீழ்நாத்தூர் குடியிருப்பு, திருவண்ணாமலை. (4) கா.பிரவீன்குமார், 569, தவமியர் குளம், வேட்டவலம் சாலை, கீழ்நாத்தூர், திருவண்ணாமலை. (5) ந.விக்னேஷ், 38/23, அம்மணி அம்மன் நகர், கீழ்நாத்தூர் குடியிருப்பு, திருவண்ணாமலை. — [731, 1988, 1045, 2175]
ward-heading: 4–வது வார்டு — [506, 621, 597, 638]
entry-label: அமைப்பாளர் : — [59, 2130, 153, 2145]
member-entry — [395, 1439, 708, 1612]
member-entry — [1068, 894, 1382, 937]
entry-label: துணை அமைப்பாளர்கள் : — [1067, 693, 1245, 708]
entry-text: (1) செ.ஜெயசக்தி, 27/9, வடக்குத் தெரு, திருவண்ணாமலை. (2) இரா.தினேஷ், 71–இ, கொசமடத் தெரு, திருவண்ணாமலை. (3) ஆ.கோவிந்தராஜ், 29/56, செட்டித் தெரு, திருவண்ணாமலை. (4) வேகான்திதி 42/102, கிருஷ்ணா தெரு, திருவண்ணாமலை. (5) ப.குருஜி குமார், 5/3, திருநீலகண்டர் தெரு, திருவண்ணாமலை. — [395, 1692, 709, 1837]
ward-heading: 2–வது வார்டு — [506, 122, 597, 139]
section-subheading: அல்லிக்கொண்டாப்பட்டு கிளை — [112, 1813, 318, 1830]
member-entry — [1068, 2274, 1382, 2447]
entry-text: (1) சிதம்பரநாதன், 253, பிள்ளையார் கோயில் தெரு, ஆயன்மலை புதூர், நரியாப்பட்டு, திருவண்ணாமலை. (2) சிராமச்சந்திரன், 210, பிள்ளையார் கோயில் தெரு, நரியாப்பட்டு, திருவண்ணாமலை. (3) ப.சூர்யபிரகாஷ், 73, பிள்ளையார் கோயில் தெரு, நரியாப்பட்டு, திருவண்ணாமலை. — [59, 694, 373, 838]
ward-heading: 29–வது வார்டு — [1175, 2206, 1275, 2223]
entry-label: பாகம் –297 : — [59, 2020, 149, 2035]
member-entry — [59, 868, 372, 911]
article-columns — [48, 108, 1393, 2564]
ward-heading: 7–வது வார்டு — [506, 1370, 597, 1387]
entry-text: (1) ஏ.கோபிநாத், 46/23, வடஒத்தவாடை தெரு, திருவண்ணாமலை. (2) சூ.சூரவரன், 9/27, அம்மணி அம்மன் கோபுரம் தெரு, திருவண்ணாமலை. (3) சி.தனசேகரன், 99, ஆவாரங்காட்டுத்தெரு, திருவண்ணாமலை. (4) மா.கௌதம், 230, பெரிய தெரு, திருவண்ணாமலை. (5) ரா.ஜெய் ஆகாஷ் 40/37–ஏ, ஆவாரங்காட்டு தெரு, திருவண்ணாமலை. — [731, 489, 1045, 655]
entry-label: அமைப்பாளர் : — [395, 1397, 487, 1412]
ward-heading: 8–வது வார்டு — [506, 1620, 597, 1637]
panchayat-banner: கல்லொட்டு ஊராட்சி — [100, 1100, 331, 1126]
entry-label: அமைப்பாளர் : — [59, 872, 151, 887]
member-entry — [732, 1917, 1045, 1982]
section-subheading: நரியாப்பட்டு கிளை–2 — [143, 845, 288, 862]
member-entry — [1068, 2229, 1382, 2272]
member-entry — [732, 2210, 1045, 2274]
member-entry — [732, 940, 1045, 983]
entry-label: பாகம் –284 : — [59, 1052, 143, 1067]
member-entry — [59, 1049, 372, 1092]
member-entry — [732, 486, 1045, 659]
ward-heading: 10–வது வார்டு — [502, 2184, 602, 2202]
member-entry — [1068, 1190, 1382, 1384]
entry-label: அமைப்பாளர் : — [1067, 1147, 1157, 1162]
member-entry — [395, 894, 708, 937]
entry-label: அமைப்பாளர் : — [731, 2213, 850, 2228]
entry-label: அமைப்பாளர் : — [731, 693, 822, 708]
ward-heading: 1–வது வார்டு — [170, 2103, 260, 2120]
entry-text: (1) சிஜானகிராமன், 18, பேகோபுரம் 10–வது தெரு, திருவண்ணாமலை. (2) ஏ.பிரகாஷ், 92/265, பேகோபுரம் 1–வது தெரு, திருவண்ணாமலை. (3) மு.அஜித்குமார், 104/56, பேகோபுரம் பிரதான தெரு, திருவண்ணாமலை. (4) ர.கண்ணன், 87/30, ஜோன கரைப்பாறை தெரு, திருவண்ணாமலை. (5) க.அன்பரசு, 22–பி, பேகோபுரம் 1–வது தெரு, திருவண்ணாமலை. — [395, 1442, 709, 1608]
entry-label: அமைப்பாளர் : — [1067, 1668, 1163, 1683]
section-subheading: தலையாம்பள்ளம் கிளை — [136, 1414, 294, 1431]
entry-label: துணை அமைப்பாளர்கள் : — [731, 988, 899, 1003]
section-subheading: கல்லொட்டு கிளை — [155, 1129, 275, 1147]
member-entry — [732, 1485, 1045, 1657]
